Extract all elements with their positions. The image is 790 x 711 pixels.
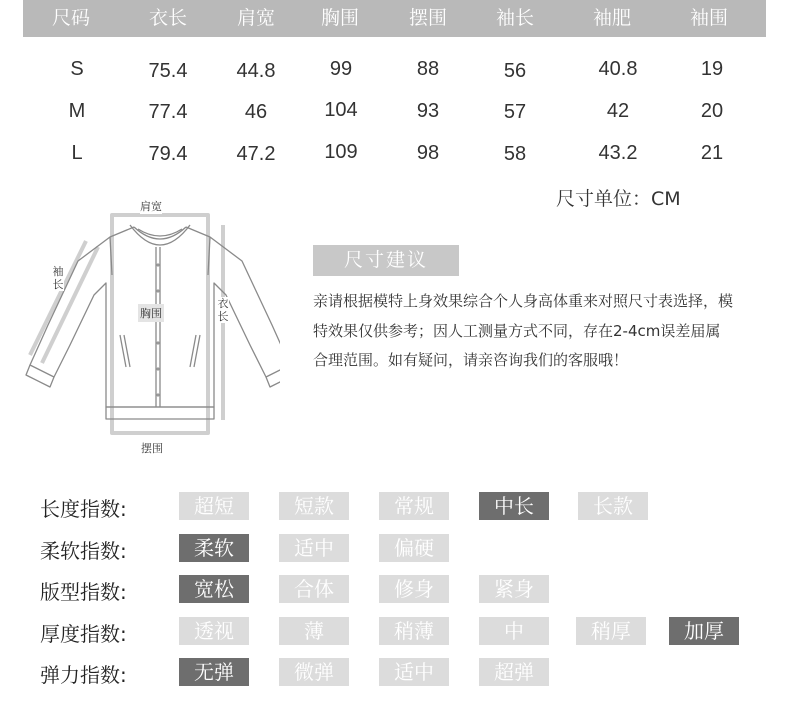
table-cell: 109 [324, 141, 358, 163]
index-option: 微弹 [279, 658, 349, 686]
table-cell: M [68, 100, 86, 122]
index-option: 稍薄 [379, 617, 449, 645]
index-option-selected: 宽松 [179, 575, 249, 603]
header-chest: 胸围 [320, 7, 360, 29]
index-option-selected: 柔软 [179, 534, 249, 562]
index-option: 修身 [379, 575, 449, 603]
index-label: 柔软指数: [40, 539, 127, 563]
table-cell: 20 [700, 100, 724, 122]
advice-text: 亲请根据模特上身效果综合个人身高体重来对照尺寸表选择，模特效果仅供参考；因人工测量方式不同，存在2-4cm误差届属合理范围。如有疑问，请亲咨询我们的客服哦！ [313, 292, 734, 369]
index-option: 合体 [279, 575, 349, 603]
index-label: 长度指数: [40, 497, 127, 521]
table-cell: 19 [700, 58, 724, 80]
diagram-label-length: 衣长 [217, 297, 229, 323]
index-label: 厚度指数: [40, 622, 127, 646]
index-label: 弹力指数: [40, 663, 127, 687]
index-option: 长款 [578, 492, 648, 520]
diagram-label-hem: 摆围 [141, 442, 163, 455]
table-cell: S [70, 58, 84, 80]
table-cell: 75.4 [148, 60, 188, 82]
table-cell: 98 [416, 142, 440, 164]
index-label: 版型指数: [40, 580, 127, 604]
header-sleeve-width: 袖肥 [592, 7, 632, 29]
table-cell: 44.8 [236, 60, 276, 82]
jacket-outline-icon [20, 195, 280, 457]
index-option: 稍厚 [576, 617, 646, 645]
header-hem: 摆围 [408, 7, 448, 29]
index-option-selected: 无弹 [179, 658, 249, 686]
index-option: 短款 [279, 492, 349, 520]
index-option: 超弹 [479, 658, 549, 686]
index-option: 常规 [379, 492, 449, 520]
table-cell: 99 [329, 58, 353, 80]
table-cell: 57 [503, 101, 527, 123]
table-cell: 43.2 [598, 142, 638, 164]
header-cuff: 袖围 [689, 7, 729, 29]
diagram-label-shoulder: 肩宽 [140, 200, 162, 213]
index-option: 适中 [379, 658, 449, 686]
table-cell: 93 [416, 100, 440, 122]
table-cell: L [71, 142, 83, 164]
index-option: 薄 [279, 617, 349, 645]
index-option: 透视 [179, 617, 249, 645]
index-option: 超短 [179, 492, 249, 520]
table-cell: 47.2 [236, 143, 276, 165]
diagram-label-sleeve: 袖长 [52, 265, 64, 291]
index-option-selected: 加厚 [669, 617, 739, 645]
table-cell: 104 [324, 99, 358, 121]
table-cell: 79.4 [148, 143, 188, 165]
advice-title: 尺寸建议 [313, 245, 459, 276]
table-cell: 46 [244, 101, 268, 123]
index-option: 适中 [279, 534, 349, 562]
table-cell: 42 [606, 100, 630, 122]
table-cell: 77.4 [148, 101, 188, 123]
jacket-diagram [20, 195, 280, 457]
header-sleeve-length: 袖长 [495, 7, 535, 29]
header-length: 衣长 [148, 7, 188, 29]
table-cell: 88 [416, 58, 440, 80]
table-cell: 58 [503, 143, 527, 165]
header-shoulder: 肩宽 [236, 7, 276, 29]
table-cell: 56 [503, 60, 527, 82]
diagram-label-chest: 胸围 [138, 304, 164, 322]
size-table-header [23, 0, 766, 37]
table-cell: 40.8 [598, 58, 638, 80]
index-option-selected: 中长 [479, 492, 549, 520]
table-cell: 21 [700, 142, 724, 164]
header-size: 尺码 [51, 7, 91, 29]
index-option: 中 [479, 617, 549, 645]
index-option: 偏硬 [379, 534, 449, 562]
size-unit: 尺寸单位：CM [556, 188, 681, 210]
index-option: 紧身 [479, 575, 549, 603]
